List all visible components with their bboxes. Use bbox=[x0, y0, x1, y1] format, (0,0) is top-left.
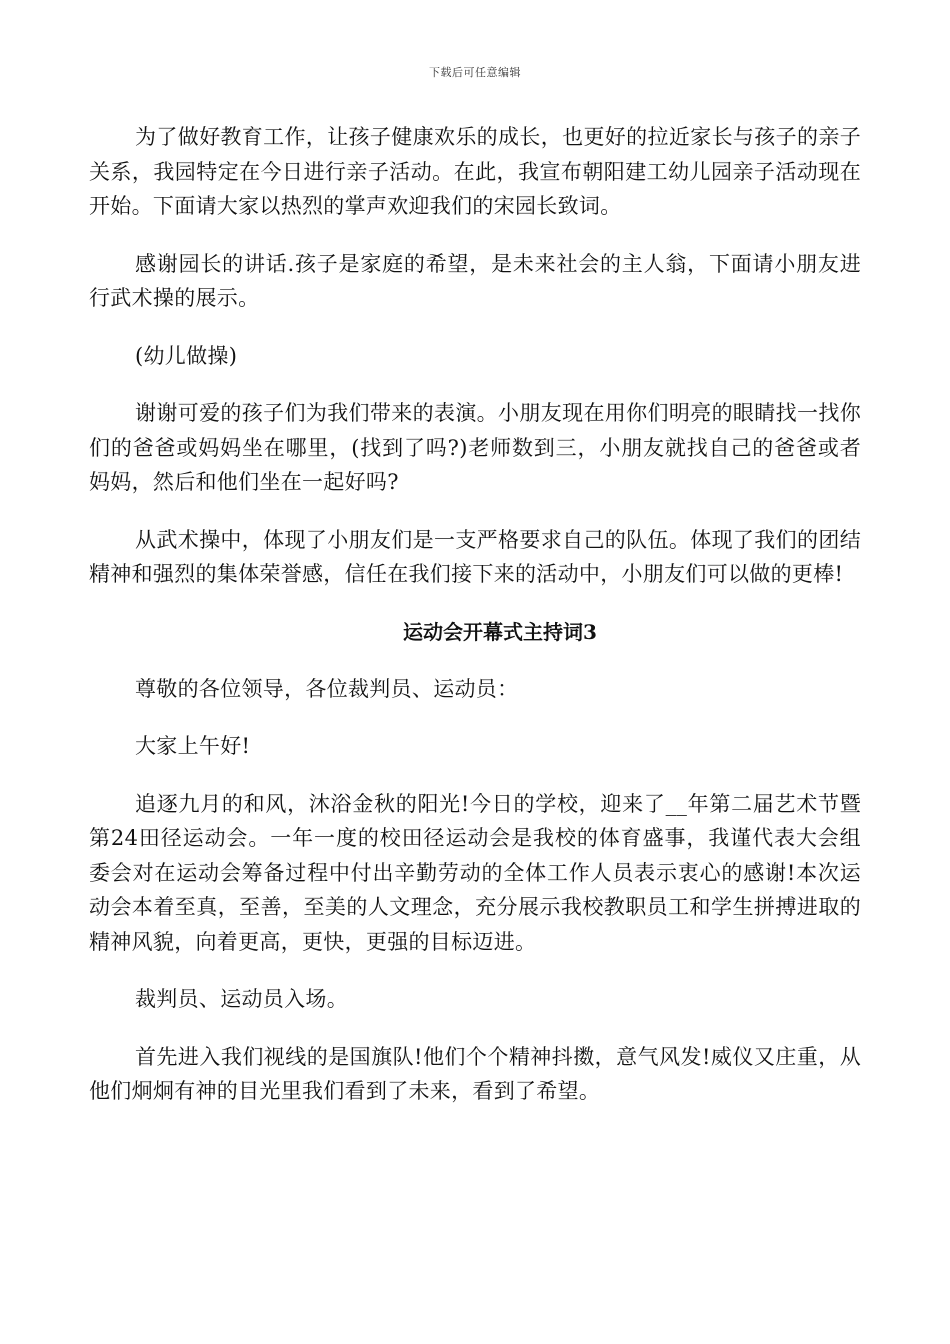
paragraph: 感谢园长的讲话.孩子是家庭的希望，是未来社会的主人翁，下面请小朋友进行武术操的展示。 bbox=[89, 251, 861, 310]
paragraph: 首先进入我们视线的是国旗队!他们个个精神抖擞，意气风发!威仪又庄重，从他们炯炯有神的目光里我们看到了未来，看到了希望。 bbox=[89, 1044, 861, 1103]
paragraph: 大家上午好! bbox=[135, 734, 251, 758]
paragraph: 从武术操中，体现了小朋友们是一支严格要求自己的队伍。体现了我们的团结精神和强烈的集体荣誉感，信任在我们接下来的活动中，小朋友们可以做的更棒! bbox=[89, 527, 861, 586]
document-body bbox=[89, 120, 861, 1109]
paragraph: (幼儿做操) bbox=[135, 343, 238, 368]
paragraph: 谢谢可爱的孩子们为我们带来的表演。小朋友现在用你们明亮的眼睛找一找你们的爸爸或妈妈坐在哪里，(找到了吗?)老师数到三，小朋友就找自己的爸爸或者妈妈，然后和他们坐在一起好吗? bbox=[89, 401, 861, 494]
page-header: 下载后可任意编辑 bbox=[429, 66, 521, 79]
paragraph: 尊敬的各位领导，各位裁判员、运动员： bbox=[135, 676, 519, 701]
section-heading: 运动会开幕式主持词3 bbox=[403, 619, 597, 644]
paragraph: 为了做好教育工作，让孩子健康欢乐的成长，也更好的拉近家长与孩子的亲子关系，我园特定在今日进行亲子活动。在此，我宣布朝阳建工幼儿园亲子活动现在开始。下面请大家以热烈的掌声欢迎我们的宋园长致词。 bbox=[89, 125, 861, 218]
paragraph: 追逐九月的和风，沐浴金秋的阳光!今日的学校，迎来了__年第二届艺术节暨第24田径运动会。一年一度的校田径运动会是我校的体育盛事，我谨代表大会组委会对在运动会筹备过程中付出辛勤劳动的全体工作人员表示衷心的感谢!本次运动会本着至真，至善，至美的人文理念，充分展示我校教职员工和学生拼搏进取的精神风貌，向着更高，更快，更强的目标迈进。 bbox=[89, 791, 861, 954]
paragraph: 裁判员、运动员入场。 bbox=[135, 987, 348, 1011]
